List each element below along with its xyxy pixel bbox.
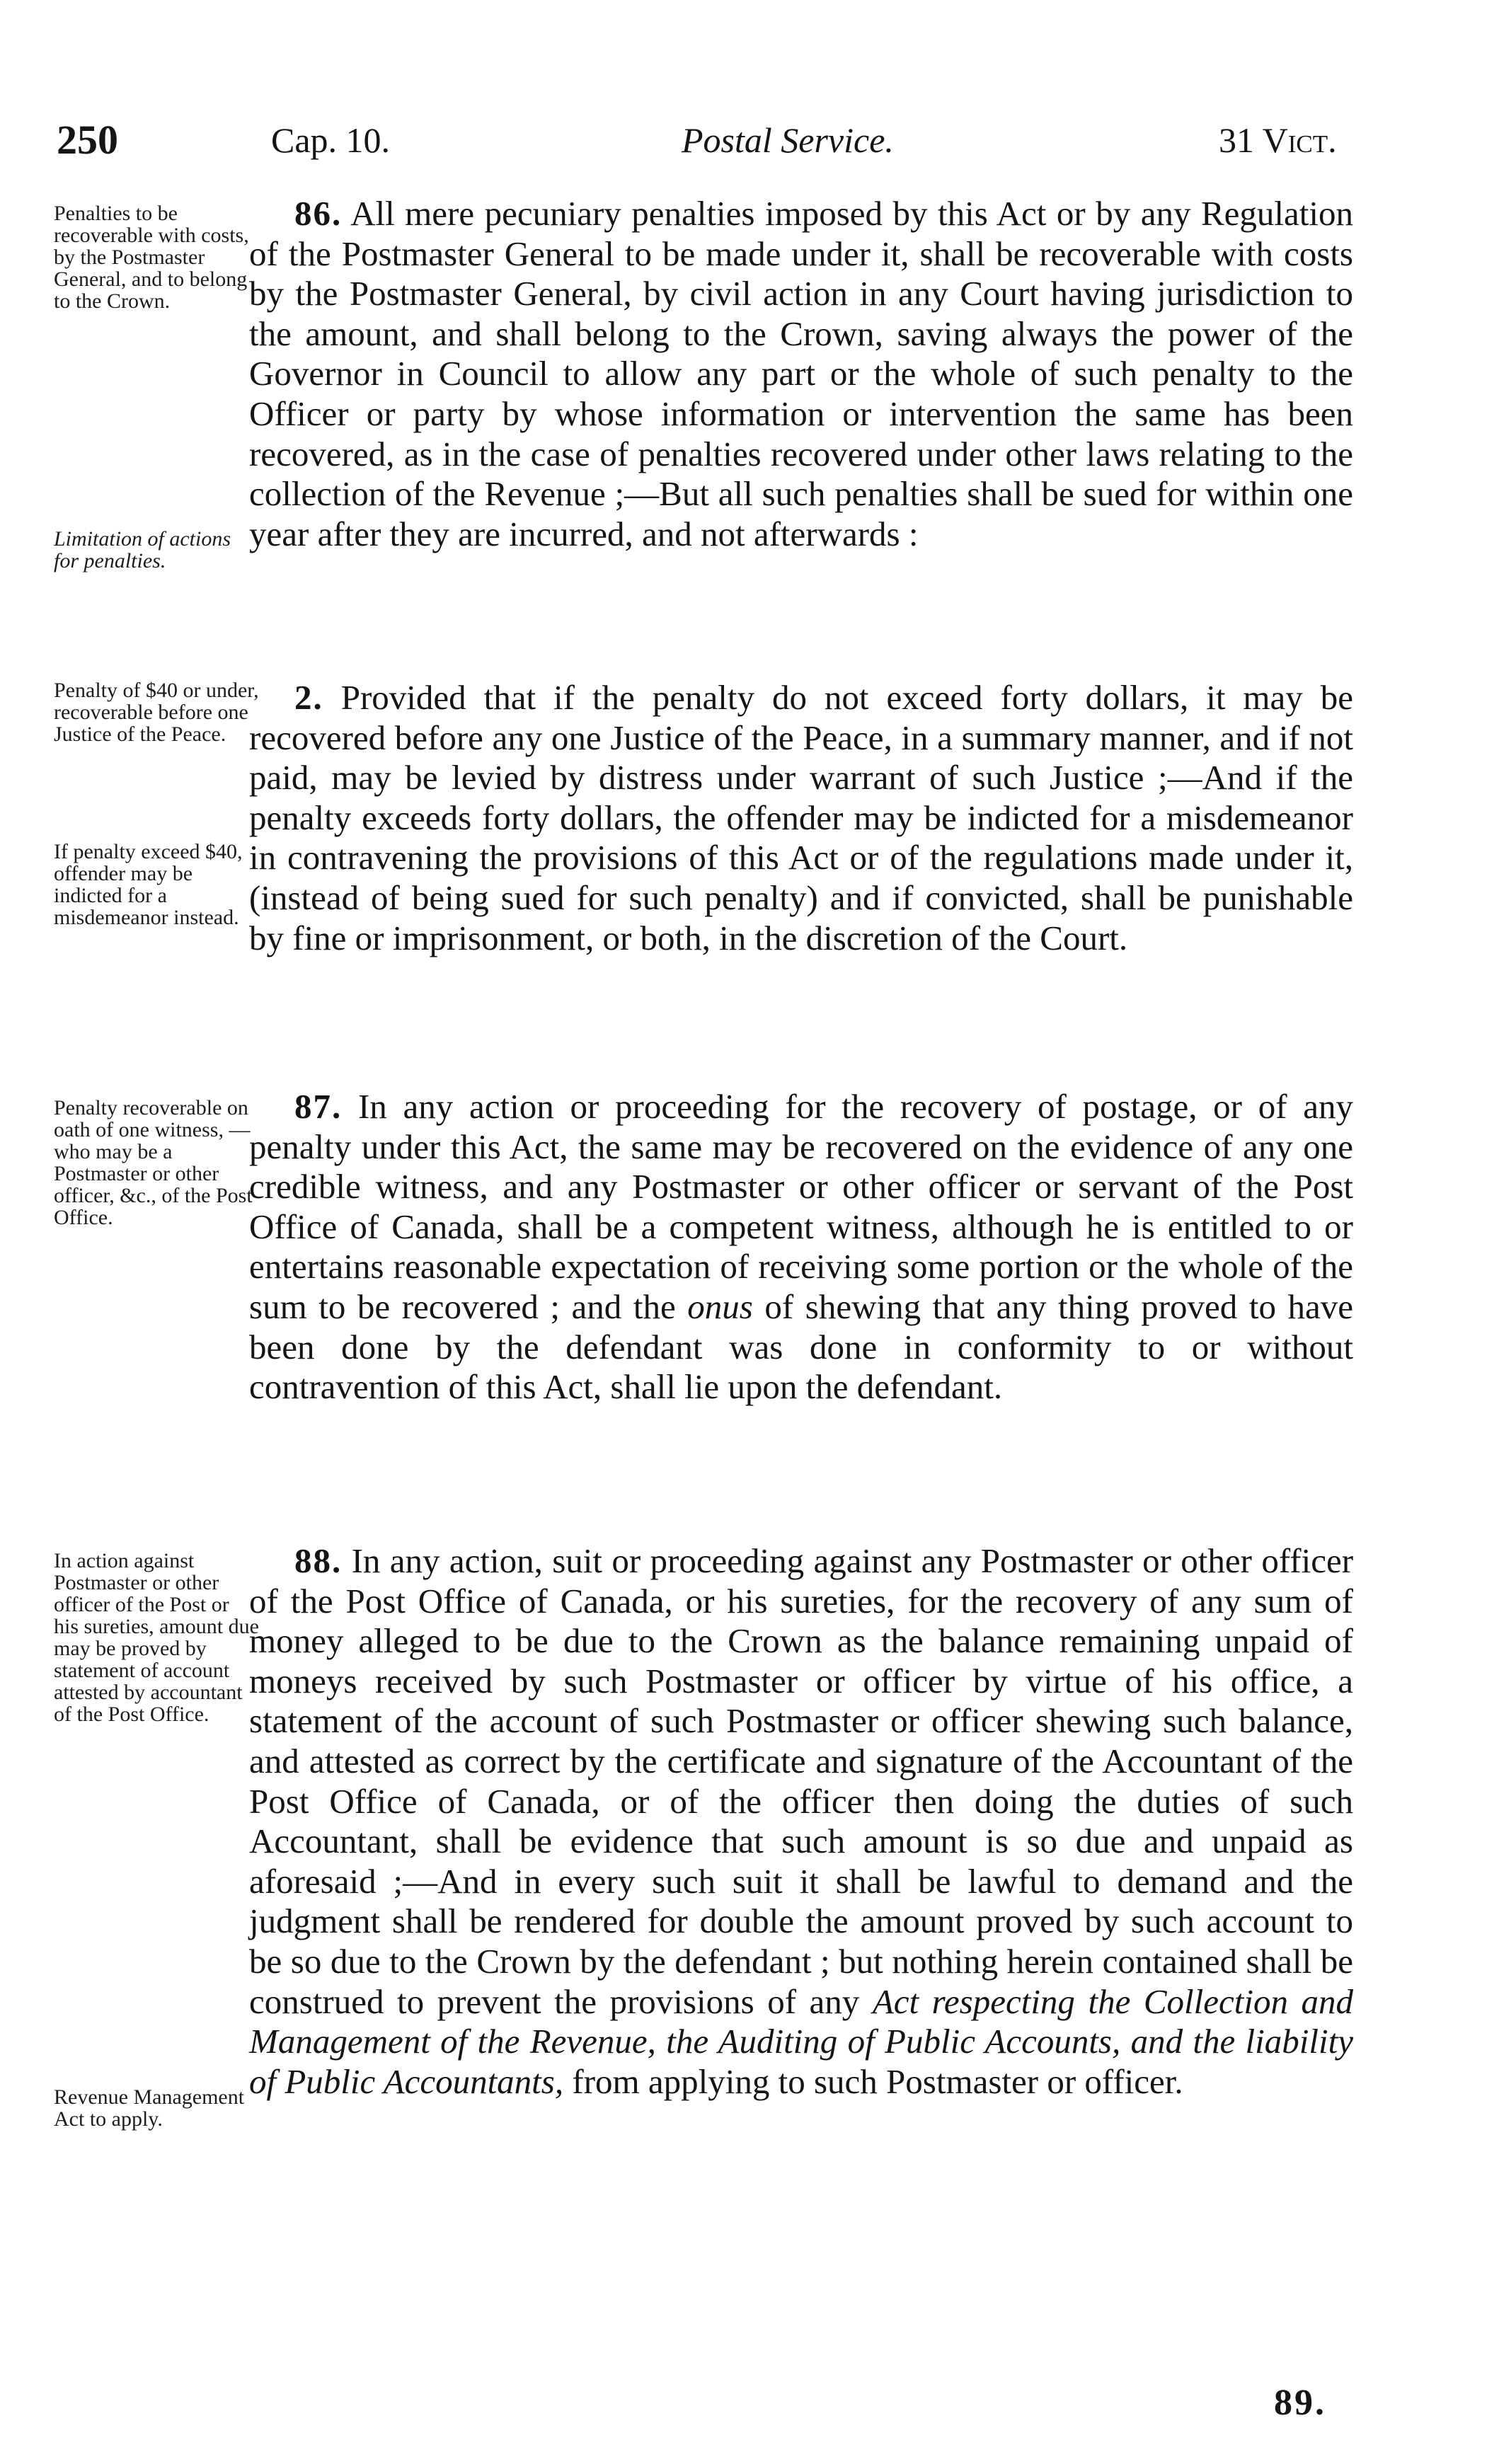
- regnal-year: 31 Vict.: [1219, 120, 1337, 160]
- section-87: [249, 1087, 1353, 1407]
- margin-note-penalty-40: Penalty of $40 or under, recoverable before one Justice of the Peace.: [54, 679, 259, 746]
- section-text: Provided that if the penalty do not exceed forty dollars, it may be recovered before any one Justice of the Peace, in a summary manner, and if not paid, may be levied by distress under warrant of such Justice ;—And if the penalty exceeds forty dollars, the offender may be indicted for a misdemeanor in contravening the provisions of this Act or of the regulations made under it, (instead of being sued for such penalty) and if convicted, shall be punishable by fine or imprisonment, or both, in the discretion of the Court.: [249, 678, 1354, 957]
- section-number: 86.: [294, 194, 343, 233]
- margin-note-misdemeanor: If penalty exceed $40, offender may be indicted for a misdemeanor instead.: [54, 840, 243, 929]
- page-number: 250: [57, 117, 118, 163]
- running-title: Postal Service.: [682, 120, 894, 160]
- margin-note-penalties: Penalties to be recoverable with costs, by the Postmaster General, and to belong to the Crown.: [54, 202, 249, 313]
- margin-note-accountant: In action against Postmaster or other officer of the Post or his sureties, amount due may be proved by statement of account attested by accountant of the Post Office.: [54, 1549, 259, 1726]
- margin-note-witness: Penalty recoverable on oath of one witness, —who may be a Postmaster or other officer, &c., of the Post Office.: [54, 1096, 253, 1229]
- margin-note-revenue-act: Revenue Management Act to apply.: [54, 2085, 245, 2131]
- section-88: [249, 1541, 1353, 2102]
- chapter-label: Cap. 10.: [271, 120, 391, 160]
- onus-term: onus: [687, 1286, 753, 1326]
- section-text-after: of shewing that any thing proved to have been done by the defendant was done in conformity to or without contravention of this Act, shall lie upon the defendant.: [249, 1286, 1354, 1407]
- act-title: Act respecting the Collection and Management of the Revenue, the Auditing of Public Accounts, and the liability of Public Accountants,: [249, 1981, 1354, 2101]
- section-text-before: In any action or proceeding for the recovery of postage, or of any penalty under this Act, the same may be recovered on the evidence of any one credible witness, and any Postmaster or other officer or servant of the Post Office of Canada, shall be a competent witness, although he is entitled to or entertains reasonable expectation of receiving some portion or the whole of the sum to be recovered ; and the: [249, 1087, 1354, 1326]
- subsection-number: 2.: [294, 678, 323, 717]
- section-number: 88.: [294, 1541, 343, 1580]
- catchword: 89.: [1274, 2383, 1326, 2423]
- section-text-after: from applying to such Postmaster or officer.: [572, 2061, 1183, 2101]
- section-86: [249, 194, 1353, 554]
- margin-note-limitation: Limitation of actions for penalties.: [54, 527, 231, 572]
- section-number: 87.: [294, 1087, 343, 1126]
- section-86-subsection-2: [249, 678, 1353, 958]
- section-text: All mere pecuniary penalties imposed by this Act or by any Regulation of the Postmaster General to be made under it, shall be recoverable with costs by the Postmaster General, by civil action in any Court having jurisdiction to the amount, and shall belong to the Crown, saving always the power of the Governor in Council to allow any part or the whole of such penalty to the Officer or party by whose information or intervention the same has been recovered, as in the case of penalties recovered under other laws relating to the collection of the Revenue ;—But all such penalties shall be sued for within one year after they are incurred, and not afterwards :: [249, 194, 1353, 553]
- section-text-before: In any action, suit or proceeding against any Postmaster or other officer of the Post Office of Canada, or his sureties, for the recovery of any sum of money alleged to be due to the Crown as the balance remaining unpaid of moneys received by such Postmaster or officer by virtue of his office, a statement of the account of such Postmaster or officer shewing such balance, and attested as correct by the certificate and signature of the Accountant of the Post Office of Canada, or of the officer then doing the duties of such Accountant, shall be evidence that such amount is so due and unpaid as aforesaid ;—And in every such suit it shall be lawful to demand and the judgment shall be rendered for double the amount proved by such account to be so due to the Crown by the defendant ; but nothing herein contained shall be construed to prevent the provisions of any: [249, 1541, 1354, 2021]
